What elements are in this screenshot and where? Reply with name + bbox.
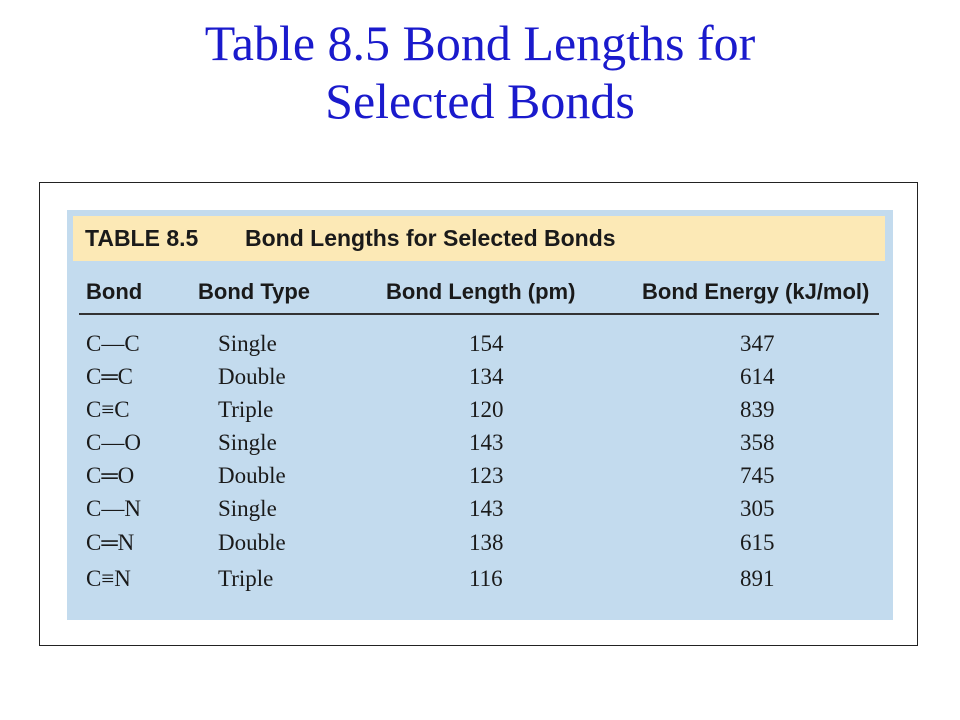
table-row xyxy=(67,561,893,597)
cell-bond-energy: 358 xyxy=(740,430,775,455)
table-caption-number: TABLE 8.5 xyxy=(85,225,199,251)
table-panel xyxy=(67,210,893,620)
table-caption-title: Bond Lengths for Selected Bonds xyxy=(245,225,616,251)
cell-bond-energy: 891 xyxy=(740,566,775,591)
cell-bond-type: Single xyxy=(218,496,277,521)
cell-bond-length: 143 xyxy=(469,430,504,455)
cell-bond-length: 123 xyxy=(469,463,504,488)
cell-bond-length: 116 xyxy=(469,566,503,591)
table-body xyxy=(67,327,893,597)
cell-bond-energy: 839 xyxy=(740,397,775,422)
cell-bond-type: Double xyxy=(218,364,286,389)
table-row xyxy=(67,360,893,393)
cell-bond-length: 154 xyxy=(469,331,504,356)
cell-bond-energy: 305 xyxy=(740,496,775,521)
column-header-bond-length: Bond Length (pm) xyxy=(386,279,576,304)
slide-title-line-2: Selected Bonds xyxy=(325,73,635,129)
column-header-bond-energy: Bond Energy (kJ/mol) xyxy=(642,279,870,304)
cell-bond-energy: 614 xyxy=(740,364,775,389)
table-row xyxy=(67,492,893,525)
table-figure-frame xyxy=(39,182,918,646)
table-row xyxy=(67,426,893,459)
cell-bond: C—N xyxy=(86,496,141,521)
cell-bond-length: 143 xyxy=(469,496,504,521)
cell-bond-length: 138 xyxy=(469,530,504,555)
column-header-bond: Bond xyxy=(86,279,143,304)
cell-bond-energy: 347 xyxy=(740,331,775,356)
cell-bond-type: Double xyxy=(218,463,286,488)
cell-bond: C—C xyxy=(86,331,140,356)
cell-bond-energy: 615 xyxy=(740,530,775,555)
cell-bond-type: Single xyxy=(218,331,277,356)
cell-bond: C═N xyxy=(86,530,135,555)
table-row xyxy=(67,393,893,426)
slide-title-line-1: Table 8.5 Bond Lengths for xyxy=(204,15,756,71)
header-rule xyxy=(79,313,879,315)
cell-bond: C≡C xyxy=(86,397,130,422)
cell-bond-type: Single xyxy=(218,430,277,455)
cell-bond: C═C xyxy=(86,364,133,389)
table-row xyxy=(67,525,893,561)
table-row xyxy=(67,327,893,360)
cell-bond-type: Triple xyxy=(218,397,274,422)
cell-bond: C—O xyxy=(86,430,141,455)
cell-bond-length: 120 xyxy=(469,397,504,422)
table-caption-bar xyxy=(73,216,885,261)
slide-title xyxy=(0,14,960,130)
table-row xyxy=(67,459,893,492)
cell-bond: C≡N xyxy=(86,566,131,591)
cell-bond-type: Double xyxy=(218,530,286,555)
cell-bond: C═O xyxy=(86,463,135,488)
cell-bond-length: 134 xyxy=(469,364,504,389)
column-header-bond-type: Bond Type xyxy=(198,279,311,304)
cell-bond-energy: 745 xyxy=(740,463,775,488)
cell-bond-type: Triple xyxy=(218,566,274,591)
